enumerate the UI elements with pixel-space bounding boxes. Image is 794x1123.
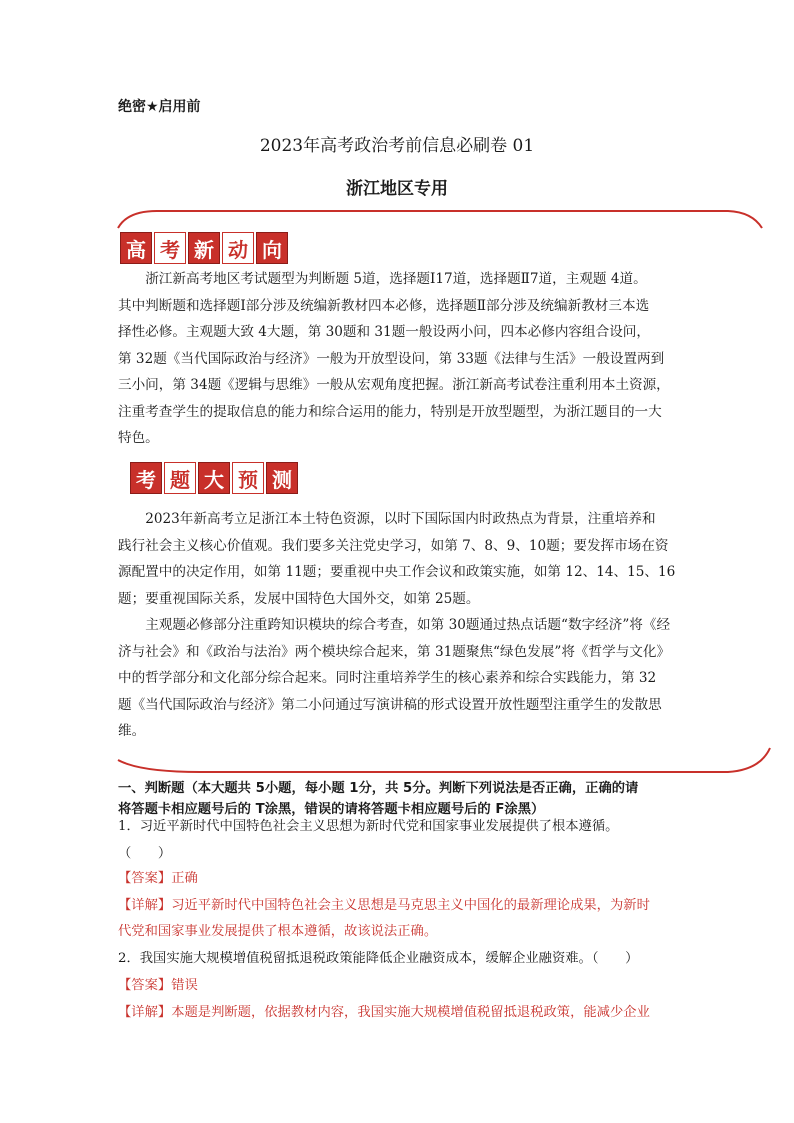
text-line: 浙江新高考地区考试题型为判断题 5道，选择题Ⅰ17道，选择题Ⅱ7道，主观题 4道。 bbox=[145, 271, 647, 287]
text-line: 三小问，第 34题《逻辑与思维》一般从宏观角度把握。浙江新高考试卷注重利用本土资源， bbox=[118, 377, 670, 393]
badge-char: 考 bbox=[154, 232, 186, 264]
badge-char: 向 bbox=[256, 232, 288, 264]
badge-char: 新 bbox=[188, 232, 220, 264]
detail-text: 习近平新时代中国特色社会主义思想是马克思主义中国化的最新理论成果，为新时 bbox=[171, 898, 650, 913]
detail-label: 【详解】 bbox=[118, 898, 172, 913]
frame-top-curve bbox=[118, 211, 762, 228]
detail-text: 本题是判断题，依据教材内容，我国实施大规模增值税留抵退税政策，能减少企业 bbox=[171, 1005, 650, 1020]
badge-char: 高 bbox=[120, 232, 152, 264]
badge-kaoti-dayuce bbox=[130, 462, 298, 494]
badge-char: 测 bbox=[266, 462, 298, 494]
badge-gaokao-xindongxiang bbox=[120, 232, 288, 264]
text-line: 注重考查学生的提取信息的能力和综合运用的能力，特别是开放型题型，为浙江题目的一大 bbox=[118, 403, 662, 420]
question-2-text: 2．我国实施大规模增值税留抵退税政策能降低企业融资成本，缓解企业融资难。（ ） bbox=[118, 951, 639, 966]
top-secret-label: 绝密★启用前 bbox=[118, 99, 201, 115]
question-2-detail bbox=[118, 1000, 678, 1026]
page-title: 2023年高考政治考前信息必刷卷 01 bbox=[259, 136, 535, 156]
question-1-detail-cont: 代党和国家事业发展提供了根本遵循，故该说法正确。 bbox=[118, 924, 438, 939]
text-line: 其中判断题和选择题Ⅰ部分涉及统编新教材四本必修，选择题Ⅱ部分涉及统编新教材三本选 bbox=[118, 297, 650, 314]
question-1-paren: （ ） bbox=[118, 846, 172, 861]
text-line: 第 32题《当代国际政治与经济》一般为开放型设问，第 33题《法律与生活》一般设置两到 bbox=[118, 350, 665, 367]
heading-line: 一、判断题（本大题共 5小题，每小题 1分，共 5分。判断下列说法是否正确，正确的请 bbox=[118, 781, 639, 796]
badge-char: 考 bbox=[130, 462, 162, 494]
question-1-text: 1．习近平新时代中国特色社会主义思想为新时代党和国家事业发展提供了根本遵循。 bbox=[118, 819, 619, 834]
text-line: 题；要重视国际关系，发展中国特色大国外交，如第 25题。 bbox=[118, 590, 480, 607]
badge-char: 题 bbox=[164, 462, 196, 494]
text-line: 源配置中的决定作用，如第 11题；要重视中央工作会议和政策实施，如第 12、14、15、16 bbox=[118, 564, 676, 580]
text-line: 2023年新高考立足浙江本土特色资源，以时下国际国内时政热点为背景，注重培养和 bbox=[145, 511, 656, 527]
question-1-detail bbox=[118, 893, 678, 919]
answer-label: 【答案】 bbox=[118, 978, 172, 993]
heading-line: 将答题卡相应题号后的 T涂黑，错误的请将答题卡相应题号后的 F涂黑） bbox=[118, 802, 545, 817]
frame-bottom-curve bbox=[118, 748, 770, 772]
question-2-answer bbox=[118, 973, 678, 999]
badge-char: 动 bbox=[222, 232, 254, 264]
answer-label: 【答案】 bbox=[118, 871, 172, 886]
text-line: 济与社会》和《政治与法治》两个模块综合起来，第 31题聚焦“绿色发展”将《哲学与文化》 bbox=[118, 643, 671, 660]
answer-value: 错误 bbox=[171, 978, 198, 993]
section1-paragraph bbox=[118, 266, 678, 452]
badge-char: 预 bbox=[232, 462, 264, 494]
text-line: 践行社会主义核心价值观。我们要多关注党史学习，如第 7、8、9、10题；要发挥市场在资 bbox=[118, 537, 669, 554]
text-line: 主观题必修部分注重跨知识模块的综合考查，如第 30题通过热点话题“数字经济”将《经 bbox=[145, 617, 671, 633]
text-line: 择性必修。主观题大致 4大题，第 30题和 31题一般设两小问，四本必修内容组合设问， bbox=[118, 324, 650, 340]
badge-char: 大 bbox=[198, 462, 230, 494]
text-line: 中的哲学部分和文化部分综合起来。同时注重培养学生的核心素养和综合实践能力，第 32 bbox=[118, 670, 657, 686]
text-line: 题《当代国际政治与经济》第二小问通过写演讲稿的形式设置开放性题型注重学生的发散思 bbox=[118, 696, 662, 713]
text-line: 维。 bbox=[118, 723, 146, 739]
section2-paragraph bbox=[118, 506, 678, 745]
text-line: 特色。 bbox=[118, 430, 159, 446]
question-1-answer bbox=[118, 866, 678, 892]
answer-value: 正确 bbox=[171, 871, 198, 886]
page-subtitle: 浙江地区专用 bbox=[346, 179, 448, 199]
detail-label: 【详解】 bbox=[118, 1005, 172, 1020]
